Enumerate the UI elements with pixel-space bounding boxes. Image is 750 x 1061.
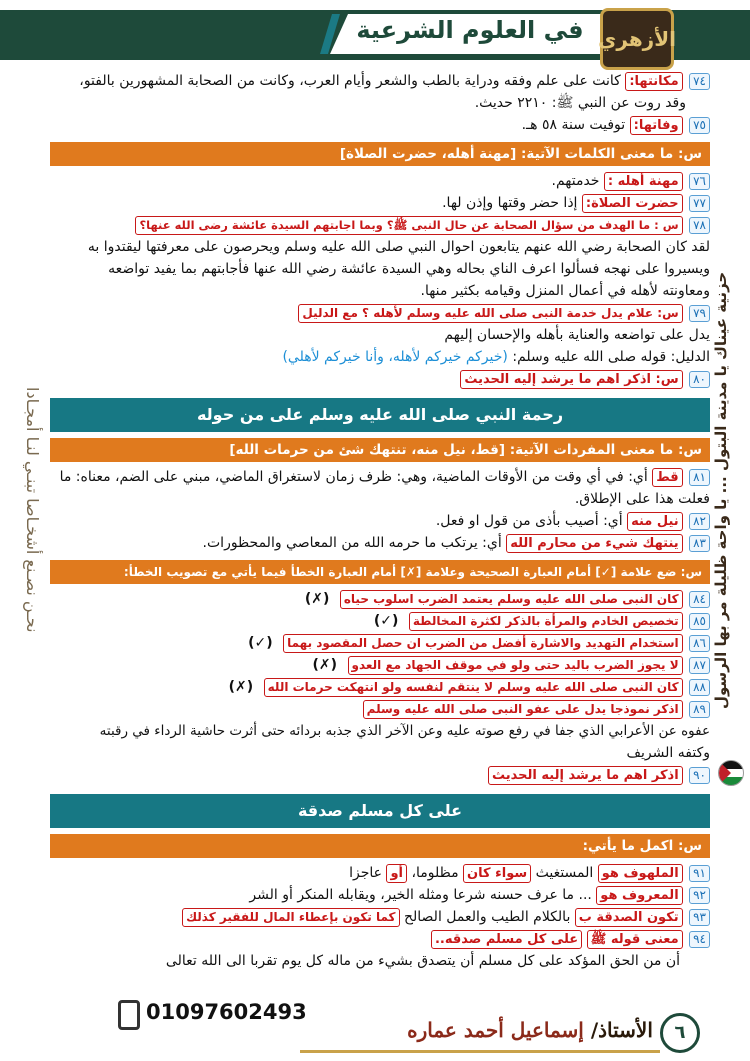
line-88 xyxy=(50,676,710,698)
section-heading: رحمة النبي صلى الله عليه وسلم على من حوله xyxy=(50,398,710,432)
line-79 xyxy=(50,302,710,324)
keyword: نيل منه xyxy=(627,512,683,531)
check-mark-icon: (✓) xyxy=(373,613,399,629)
answer-line: عفوه عن الأعرابي الذي جفا في رفع صوته عليه وعن الآخر الذي جذبه بردائه حتى أثرت حاشية الرداء في رقبته xyxy=(99,723,710,739)
item-number: ٧٨ xyxy=(689,217,710,234)
wrong-mark-icon: (✗) xyxy=(304,591,330,607)
keyword: حضرت الصلاة: xyxy=(582,194,683,213)
line-75 xyxy=(50,114,710,136)
line-text: المستغيث xyxy=(535,865,594,881)
keyword: لا يجوز الضرب باليد حتى ولو في موقف الجهاد مع العدو xyxy=(348,656,683,675)
palestine-flag-icon xyxy=(718,760,744,786)
keyword: كان النبى صلى الله عليه وسلم لا ينتقم لنفسه ولو انتهكت حرمات الله xyxy=(264,678,683,697)
line-86 xyxy=(50,632,710,654)
item-number: ٨٢ xyxy=(689,513,710,530)
keyword: س: اذكر اهم ما يرشد إليه الحديث xyxy=(460,370,682,389)
keyword: كان النبى صلى الله عليه وسلم يعتمد الضرب اسلوب حياه xyxy=(340,590,683,609)
line-74 xyxy=(50,70,710,92)
line-92 xyxy=(50,884,710,906)
item-number: ٨٥ xyxy=(689,613,710,630)
keyword: مهنة أهله : xyxy=(604,172,683,191)
line-text: أي: يرتكب ما حرمه الله من المعاصي والمحظورات. xyxy=(202,535,502,551)
teacher-signature xyxy=(405,1018,655,1042)
item-number: ٧٦ xyxy=(689,173,710,190)
line-text: توفيت سنة ٥٨ هـ. xyxy=(521,117,626,133)
side-slogan-left: نحـن نصـنع أشخـاصا تبنـي لنـا أمجـادا xyxy=(23,387,42,633)
keyword: تكون الصدقة ب xyxy=(575,908,683,927)
keyword: معنى قوله ﷺ xyxy=(587,930,683,949)
keyword: سواء كان xyxy=(463,864,531,883)
item-number: ٧٩ xyxy=(689,305,710,322)
line-text: كانت على علم وفقه ودراية بالطب والشعر وأيام العرب، وكانت من الصحابة المشهورين بالفتو، xyxy=(79,73,621,89)
section-heading: على كل مسلم صدقة xyxy=(50,794,710,828)
question-heading: س: ما معنى الكلمات الآتية: [مهنة أهله، حضرت الصلاة] xyxy=(50,142,710,166)
keyword: س: علام يدل خدمة النبى صلى الله عليه وسلم لأهله ؟ مع الدليل xyxy=(298,304,682,323)
header-title: في العلوم الشرعية xyxy=(356,16,584,44)
keyword: كما تكون بإعطاء المال للفقير كذلك xyxy=(182,908,399,927)
line-82 xyxy=(50,510,710,532)
question-heading: س: ما معنى المفردات الآتية: [قط، نيل منه، تنتهك شئ من حرمات الله] xyxy=(50,438,710,462)
line-85 xyxy=(50,610,710,632)
phone-icon xyxy=(118,1000,140,1030)
question-heading: س: ضع علامة [✓] أمام العبارة الصحيحة وعلامة [✗] أمام العبارة الخطأ فيما يأتي مع تصويب الخطأ: xyxy=(50,560,710,584)
line-text: وقد روت عن النبي ﷺ: ٢٢١٠ حديث. xyxy=(474,95,686,111)
keyword: اذكر اهم ما يرشد إليه الحديث xyxy=(488,766,683,785)
item-number: ٩٤ xyxy=(689,931,710,948)
item-number: ٧٤ xyxy=(689,73,710,90)
line-text: عاجزا xyxy=(349,865,382,881)
line-84 xyxy=(50,588,710,610)
keyword: استخدام التهديد والاشارة أفضل من الضرب ان حصل المقصود بهما xyxy=(283,634,683,653)
side-slogan-right: حزنية عيناك يا مدينة البتول ... يا واحة ظليلة مر بها الرسول xyxy=(712,271,730,709)
line-83 xyxy=(50,532,710,554)
keyword: وفاتها: xyxy=(630,116,683,135)
answer-line: ويسيروا على نهجه فسألوا اعرف الناي بحاله وهي السيدة عائشة رضي الله عنها فأجابتهم بما يفيد تواضعه xyxy=(108,261,710,277)
keyword: الملهوف هو xyxy=(598,864,683,883)
line-text: إذا حضر وقتها وإذن لها. xyxy=(442,195,578,211)
answer-line: أن من الحق المؤكد على كل مسلم أن يتصدق بشيء من ماله كل يوم تقربا الى الله تعالى xyxy=(165,953,680,969)
item-number: ٩٢ xyxy=(689,887,710,904)
line-94 xyxy=(50,928,710,950)
question-heading: س: اكمل ما يأتي: xyxy=(50,834,710,858)
item-number: ٨١ xyxy=(689,469,710,486)
content-column xyxy=(50,70,710,972)
line-77 xyxy=(50,192,710,214)
answer-line: فعلت هذا على الإطلاق. xyxy=(574,491,710,507)
answer-line: يدل على تواضعه والعناية بأهله والإحسان إليهم xyxy=(444,327,710,343)
line-74-cont xyxy=(50,92,710,114)
evidence-line xyxy=(50,346,710,368)
item-number: ٩٠ xyxy=(689,767,710,784)
keyword: س : ما الهدف من سؤال الصحابة عن حال النبى ﷺ؟ وبما اجابتهم السيدة عائشة رضى الله عنها؟ xyxy=(135,216,682,235)
hadith-quote: (خيركم خيركم لأهله، وأنا خيركم لأهلي) xyxy=(282,349,508,365)
line-78 xyxy=(50,214,710,236)
item-number: ٨٦ xyxy=(689,635,710,652)
line-76 xyxy=(50,170,710,192)
keyword: المعروف هو xyxy=(596,886,682,905)
evidence-label: الدليل: قوله صلى الله عليه وسلم: xyxy=(512,349,710,365)
line-text: أي: أصيب بأذى من قول او فعل. xyxy=(435,513,623,529)
line-text: بالكلام الطيب والعمل الصالح xyxy=(403,909,571,925)
keyword: أو xyxy=(386,864,407,883)
phone-number: 01097602493 xyxy=(146,1000,307,1024)
item-number: ٩١ xyxy=(689,865,710,882)
line-text: خدمتهم. xyxy=(551,173,600,189)
item-number: ٨٩ xyxy=(689,701,710,718)
line-text: ... ما عرف حسنه شرعا ومثله الخير، ويقابله المنكر أو الشر xyxy=(249,887,592,903)
item-number: ٩٣ xyxy=(689,909,710,926)
item-number: ٨٧ xyxy=(689,657,710,674)
line-text: أي: في أي وقت من الأوقات الماضية، وهي: ظرف زمان لاستغراق الماضي، مبني على الضم، معناه: ما xyxy=(59,469,648,485)
line-90 xyxy=(50,764,710,786)
keyword: قط xyxy=(652,468,682,487)
keyword: ينتهك شيء من محارم الله xyxy=(506,534,682,553)
answer-line: ومعاونته لأهله في أعمال المنزل وقيامه بكثير منها. xyxy=(420,283,710,299)
line-80 xyxy=(50,368,710,390)
item-number: ٨٠ xyxy=(689,371,710,388)
item-number: ٨٨ xyxy=(689,679,710,696)
line-89 xyxy=(50,698,710,720)
item-number: ٧٧ xyxy=(689,195,710,212)
line-text: مظلوما، xyxy=(411,865,459,881)
keyword: على كل مسلم صدقه.. xyxy=(431,930,582,949)
keyword: اذكر نموذجا يدل على عفو النبى صلى الله عليه وسلم xyxy=(363,700,683,719)
check-mark-icon: (✓) xyxy=(248,635,273,651)
page-number: ٦ xyxy=(660,1013,700,1053)
answer-line: لقد كان الصحابة رضي الله عنهم يتابعون احوال النبي صلى الله عليه وسلم ويحرصون على معرفتها ليقتدوا به xyxy=(87,239,710,255)
line-87 xyxy=(50,654,710,676)
azhary-logo: الأزهري xyxy=(600,8,674,70)
wrong-mark-icon: (✗) xyxy=(312,657,338,673)
keyword: مكانتها: xyxy=(625,72,682,91)
teacher-name: إسماعيل أحمد عماره xyxy=(407,1018,584,1042)
item-number: ٧٥ xyxy=(689,117,710,134)
item-number: ٨٤ xyxy=(689,591,710,608)
keyword: تخصيص الخادم والمرأة بالذكر لكثرة المخالطة xyxy=(409,612,683,631)
item-number: ٨٣ xyxy=(689,535,710,552)
line-81 xyxy=(50,466,710,488)
answer-line: وكتفه الشريف xyxy=(626,745,710,761)
wrong-mark-icon: (✗) xyxy=(228,679,254,695)
line-93 xyxy=(50,906,710,928)
footer-divider xyxy=(300,1050,660,1053)
line-91 xyxy=(50,862,710,884)
teacher-label: الأستاذ/ xyxy=(590,1018,653,1042)
